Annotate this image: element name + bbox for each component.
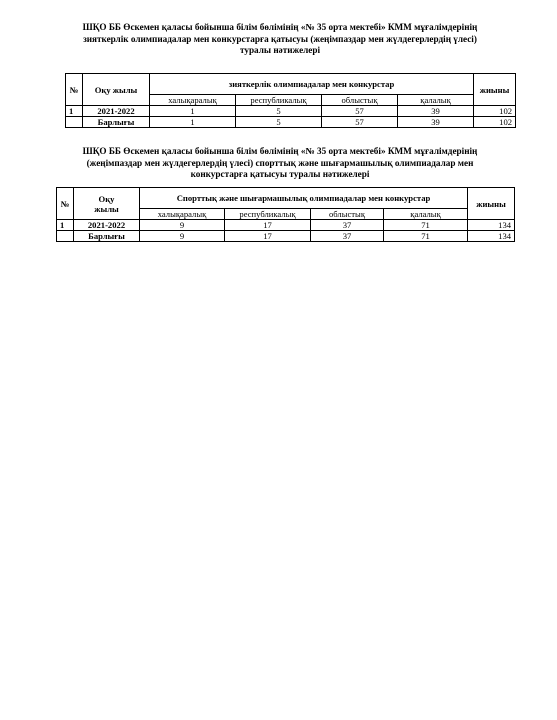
section1-title-line1: ШҚО ББ Өскемен қаласы бойынша білім бөлімінің «№ 35 орта мектебі» КММ мұғалімдерінің bbox=[82, 22, 478, 32]
cell-city: 71 bbox=[384, 220, 468, 231]
cell-international: 9 bbox=[140, 231, 225, 242]
header-year-line2: жылы bbox=[94, 203, 119, 214]
header-no: № bbox=[66, 74, 83, 106]
header-total: жиыны bbox=[474, 74, 516, 106]
cell-total: 134 bbox=[468, 231, 515, 242]
header-international: халықаралық bbox=[150, 95, 236, 106]
cell-regional: 57 bbox=[322, 117, 398, 128]
cell-regional: 57 bbox=[322, 106, 398, 117]
cell-regional: 37 bbox=[311, 231, 384, 242]
section1-title-line2: зияткерлік олимпиадалар мен конкурстарға қатысуы (жеңімпаздар мен жүлдегерлердің үлесі) bbox=[83, 33, 477, 44]
header-republican: республикалық bbox=[225, 209, 311, 220]
section2-title-line3: конкурстарға қатысуы туралы нәтижелері bbox=[190, 169, 370, 179]
cell-year: Барлығы bbox=[74, 231, 140, 242]
cell-international: 1 bbox=[150, 106, 236, 117]
cell-republican: 5 bbox=[236, 117, 322, 128]
table-header-row bbox=[57, 188, 515, 209]
cell-international: 9 bbox=[140, 220, 225, 231]
cell-city: 39 bbox=[398, 106, 474, 117]
header-regional: облыстық bbox=[322, 95, 398, 106]
intellectual-olympiads-table bbox=[65, 73, 516, 128]
cell-international: 1 bbox=[150, 117, 236, 128]
cell-year: 2021-2022 bbox=[74, 220, 140, 231]
header-year-line1: Оқу bbox=[98, 193, 115, 204]
header-group: зияткерлік олимпиадалар мен конкурстар bbox=[150, 74, 474, 95]
table-row bbox=[66, 117, 516, 128]
cell-republican: 5 bbox=[236, 106, 322, 117]
cell-regional: 37 bbox=[311, 220, 384, 231]
section2-title bbox=[40, 146, 520, 181]
header-republican: республикалық bbox=[236, 95, 322, 106]
section2-title-line2: (жеңімпаздар мен жүлдегерлердің үлесі) спорттық және шығармашылық олимпиадалар мен bbox=[86, 157, 474, 168]
table-row bbox=[57, 220, 515, 231]
header-no: № bbox=[57, 188, 74, 220]
header-city: қалалық bbox=[398, 95, 474, 106]
cell-city: 39 bbox=[398, 117, 474, 128]
header-group: Спорттық және шығармашылық олимпиадалар мен конкурстар bbox=[140, 188, 468, 209]
cell-republican: 17 bbox=[225, 231, 311, 242]
cell-year: Барлығы bbox=[83, 117, 150, 128]
table-row bbox=[57, 231, 515, 242]
cell-no: 1 bbox=[66, 106, 83, 117]
cell-city: 71 bbox=[384, 231, 468, 242]
header-regional: облыстық bbox=[311, 209, 384, 220]
table-header-row bbox=[66, 74, 516, 95]
cell-total: 102 bbox=[474, 106, 516, 117]
cell-republican: 17 bbox=[225, 220, 311, 231]
table-row bbox=[66, 106, 516, 117]
section1-title bbox=[40, 22, 520, 57]
cell-no bbox=[57, 231, 74, 242]
cell-total: 134 bbox=[468, 220, 515, 231]
sports-creative-olympiads-table bbox=[56, 187, 515, 242]
cell-no bbox=[66, 117, 83, 128]
header-international: халықаралық bbox=[140, 209, 225, 220]
header-total: жиыны bbox=[468, 188, 515, 220]
section2-title-line1: ШҚО ББ Өскемен қаласы бойынша білім бөлімінің «№ 35 орта мектебі» КММ мұғалімдерінің bbox=[82, 146, 478, 156]
header-year bbox=[74, 188, 140, 220]
cell-no: 1 bbox=[57, 220, 74, 231]
header-year: Оқу жылы bbox=[83, 74, 150, 106]
header-city: қалалық bbox=[384, 209, 468, 220]
cell-total: 102 bbox=[474, 117, 516, 128]
section1-title-line3: туралы нәтижелері bbox=[239, 45, 321, 55]
cell-year: 2021-2022 bbox=[83, 106, 150, 117]
